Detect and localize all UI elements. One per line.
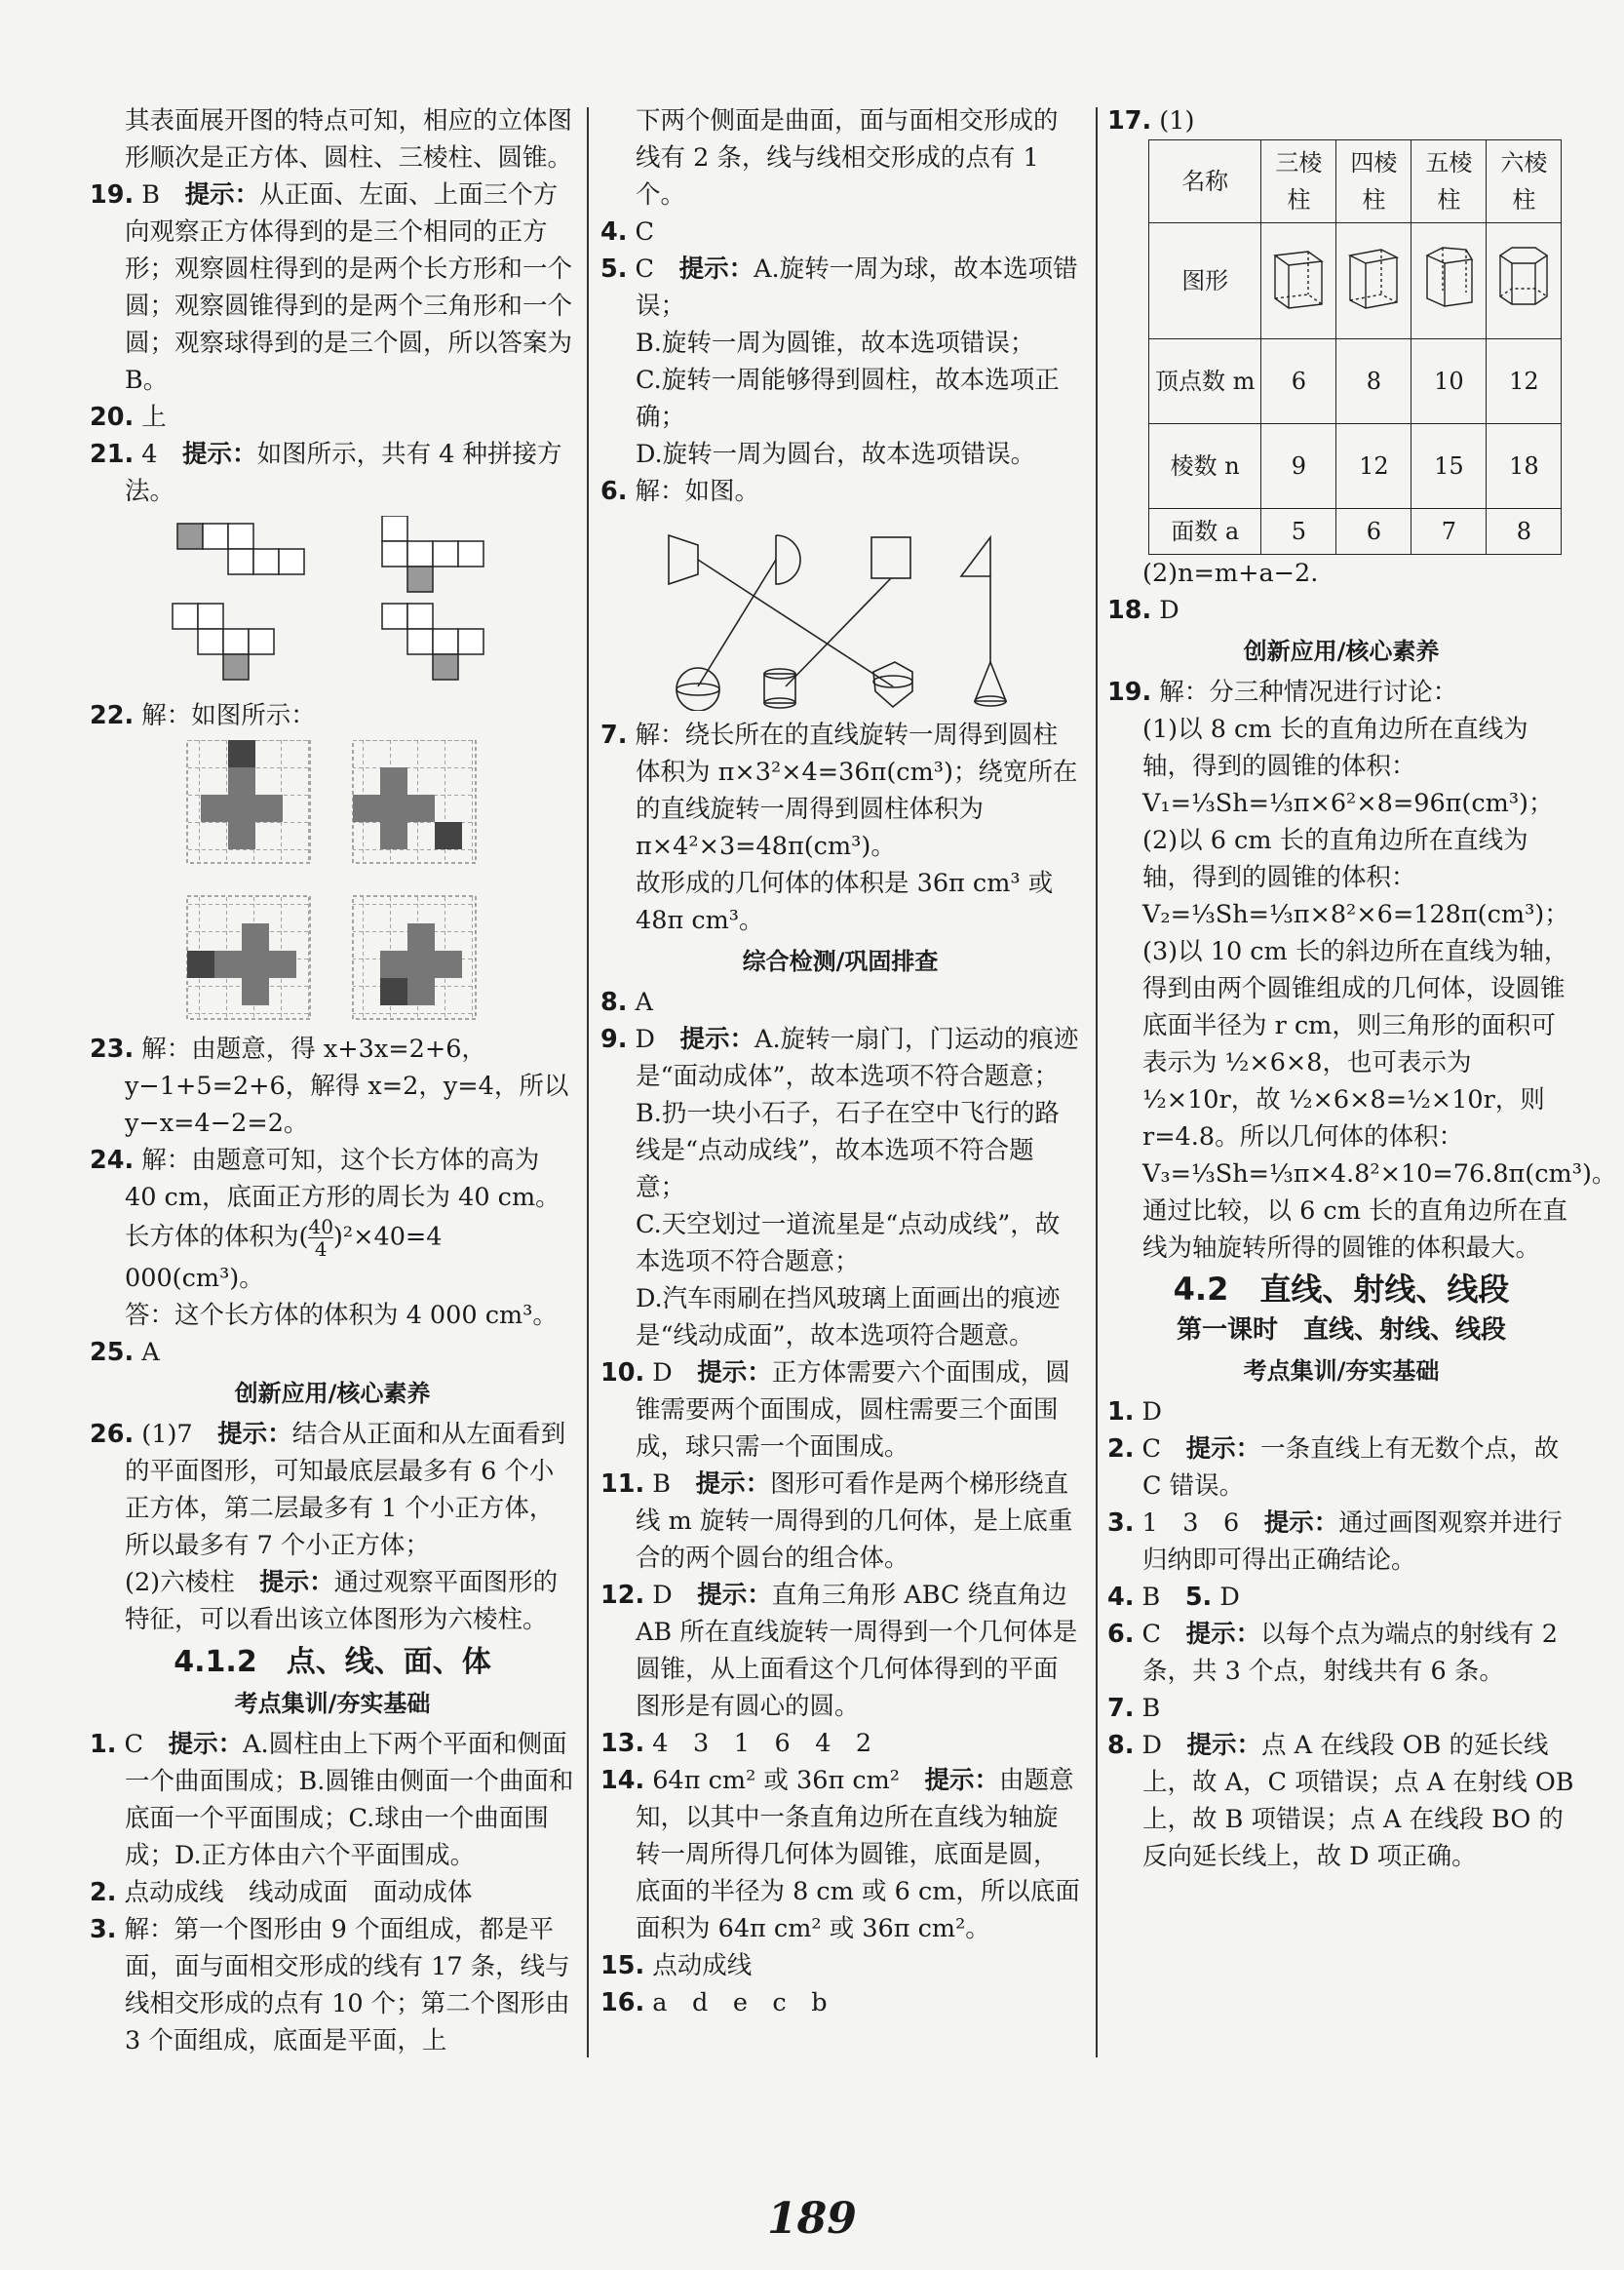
answer-21: 21. 4 提示：如图所示，共有 4 种拼接方法。 [90, 440, 562, 506]
answer-26: 26. (1)7 提示：结合从正面和从左面看到的平面图形，可知最底层最多有 6 个小正方体，第二层最多有 1 个小正方体，所以最多有 7 个小正方体； [90, 1420, 566, 1560]
column-divider [1096, 107, 1098, 2057]
answer-17: 17. (1) [1107, 106, 1195, 136]
answer-6: 6. 解：如图。 [600, 477, 760, 506]
answer-24-volume: 长方体的体积为( $\frac{40}{4}$ )²×40=4 000(cm³)。 [125, 1215, 443, 1293]
table-cell: 7 [1411, 509, 1487, 555]
column-1 [90, 102, 575, 2059]
table-cell: 12 [1336, 424, 1411, 509]
answer-19: 19. B 提示：从正面、左面、上面三个方向观察正方体得到的是三个相同的正方形；观察圆柱得到的是两个长方形和一个圆；观察圆锥得到的是两个三角形和一个圆；观察球得到的是三个圆，所以答案为 B。 [90, 180, 573, 395]
table-cell: 15 [1411, 424, 1487, 509]
section-heading-basics: 考点集训/夯实基础 [234, 1690, 431, 1717]
answer-5-d: D.旋转一周为圆台，故本选项错误。 [636, 440, 1036, 469]
answer-1: 1. C 提示：A.圆柱由上下两个平面和侧面一个曲面围成；B.圆锥由侧面一个曲面和底面一个平面围成；C.球由一个曲面围成；D.正方体由六个平面围成。 [90, 1730, 574, 1870]
answer-7: 7. 解：绕长所在的直线旋转一周得到圆柱体积为 π×3²×4=36π(cm³)；绕宽所在的直线旋转一周得到圆柱体积为 π×4²×3=48π(cm³)。 [600, 721, 1078, 861]
answer-2: 2. 点动成线 线动成面 面动成体 [90, 1878, 473, 1907]
answer-8: 8. A [600, 988, 653, 1017]
answer-20: 20. 上 [90, 403, 167, 432]
section-title-4-2: 4.2 直线、射线、线段 [1173, 1271, 1510, 1308]
table-cell: 5 [1261, 509, 1336, 555]
answer-24-conclusion: 答：这个长方体的体积为 4 000 cm³。 [125, 1301, 558, 1330]
answer-9-c: C.天空划过一道流星是“点动成线”，故本选项不符合题意； [636, 1210, 1061, 1276]
table-row [1149, 339, 1562, 424]
answer-17-part2: (2)n=m+a−2. [1142, 559, 1319, 588]
column-2 [600, 102, 1080, 2021]
answer-19-case3: (3)以 10 cm 长的斜边所在直线为轴，得到由两个圆锥组成的几何体，设圆锥底面半径为 r cm，则三角形的面积可表示为 ½×6×8，也可表示为 ½×10r，故 ½×6×8=½×10r，则 r=4.8。所以几何体的体积： [1142, 937, 1569, 1152]
table-row [1149, 424, 1562, 509]
answer-8: 8. D 提示：点 A 在线段 OB 的延长线上，故 A，C 项错误；点 A 在射线 OB 上，故 B 项错误；点 A 在线段 BO 的反向延长线上，故 D 项正确。 [1107, 1731, 1574, 1871]
answer-4: 4. C [600, 217, 655, 247]
table-cell: 8 [1487, 509, 1562, 555]
answer-19-v3: V₃=⅓Sh=⅓π×4.8²×10=76.8π(cm³)。 [1142, 1159, 1617, 1189]
table-row [1149, 509, 1562, 555]
answer-9: 9. D 提示：A.旋转一扇门，门运动的痕迹是“面动成体”，故本选项不符合题意； [600, 1025, 1079, 1091]
table-header-row [1149, 140, 1562, 223]
answer-24: 24. 解：由题意可知，这个长方体的高为 40 cm，底面正方形的周长为 40 cm。 [90, 1146, 561, 1212]
table-cell: 9 [1261, 424, 1336, 509]
net-figures [90, 516, 575, 691]
answer-19: 19. 解：分三种情况进行讨论： [1107, 678, 1458, 707]
prism-table [1148, 139, 1562, 555]
table-cell: 12 [1487, 339, 1562, 424]
table-cell: 四棱柱 [1336, 140, 1411, 223]
table-cell: 图形 [1149, 223, 1261, 339]
section-title-4-1-2: 4.1.2 点、线、面、体 [174, 1645, 491, 1679]
answer-3: 3. 解：第一个图形由 9 个面组成，都是平面，面与面相交形成的线有 17 条，线与线相交形成的点有 10 个；第二个图形由 3 个面组成，底面是平面，上 [90, 1915, 570, 2055]
table-cell: 五棱柱 [1411, 140, 1487, 223]
table-cell: 面数 a [1149, 509, 1261, 555]
section-heading-check: 综合检测/巩固排查 [742, 948, 939, 975]
answer-6: 6. C 提示：以每个点为端点的射线有 2 条，共 3 个点，射线共有 6 条。 [1107, 1620, 1558, 1686]
answer-19-v2: V₂=⅓Sh=⅓π×8²×6=128π(cm³)； [1142, 900, 1569, 929]
table-cell: 6 [1261, 339, 1336, 424]
column-3 [1107, 102, 1617, 1875]
answer-12: 12. D 提示：直角三角形 ABC 绕直角边 AB 所在直线旋转一周得到一个几何体是圆锥，从上面看这个几何体得到的平面图形是有圆心的圆。 [600, 1581, 1078, 1721]
answer-15: 15. 点动成线 [600, 1951, 753, 1980]
answer-19-conclusion: 通过比较，以 6 cm 长的直角边所在直线为轴旋转所得的圆锥的体积最大。 [1142, 1196, 1568, 1263]
answer-5-c: C.旋转一周能够得到圆柱，故本选项正确； [636, 366, 1060, 432]
answer-5: 5. C 提示：A.旋转一周为球，故本选项错误； [600, 254, 1078, 321]
answer-3-continuation: 下两个侧面是曲面，面与面相交形成的线有 2 条，线与线相交形成的点有 1 个。 [636, 106, 1059, 210]
table-cell: 六棱柱 [1487, 140, 1562, 223]
table-cell: 棱数 n [1149, 424, 1261, 509]
answer-1: 1. D [1107, 1397, 1162, 1427]
answer-19-case1: (1)以 8 cm 长的直角边所在直线为轴，得到的圆锥的体积： [1142, 715, 1528, 781]
table-cell: 名称 [1149, 140, 1261, 223]
answer-5-b: B.旋转一周为圆锥，故本选项错误； [636, 329, 1035, 358]
prism-4-icon [1336, 223, 1411, 339]
table-cell: 10 [1411, 339, 1487, 424]
prism-3-icon [1261, 223, 1336, 339]
prism-5-icon [1411, 223, 1487, 339]
answer-4-5: 4. B 5. D [1107, 1583, 1240, 1612]
answer-16: 16. a d e c b [600, 1988, 828, 2017]
section-heading-innovation: 创新应用/核心素养 [234, 1380, 431, 1407]
page-number: 189 [767, 2194, 857, 2244]
answer-26-part2: (2)六棱柱 提示：通过观察平面图形的特征，可以看出该立体图形为六棱柱。 [125, 1568, 559, 1634]
answer-7-conclusion: 故形成的几何体的体积是 36π cm³ 或 48π cm³。 [636, 869, 1054, 935]
section-heading-basics: 考点集训/夯实基础 [1243, 1357, 1440, 1385]
answer-23: 23. 解：由题意，得 x+3x=2+6，y−1+5=2+6，解得 x=2，y=4，所以 y−x=4−2=2。 [90, 1035, 569, 1138]
answer-3: 3. 1 3 6 提示：通过画图观察并进行归纳即可得出正确结论。 [1107, 1508, 1563, 1575]
q18-continuation: 其表面展开图的特点可知，相应的立体图形顺次是正方体、圆柱、三棱柱、圆锥。 [125, 106, 573, 173]
table-cell: 6 [1336, 509, 1411, 555]
lesson-title: 第一课时 直线、射线、线段 [1176, 1315, 1506, 1345]
table-cell: 顶点数 m [1149, 339, 1261, 424]
answer-18: 18. D [1107, 596, 1179, 625]
answer-10: 10. D 提示：正方体需要六个面围成，圆锥需要两个面围成，圆柱需要三个面围成，球只需一个面围成。 [600, 1358, 1070, 1462]
fraction: $\frac{40}{4}$ [308, 1215, 333, 1261]
prism-6-icon [1487, 223, 1562, 339]
table-cell: 18 [1487, 424, 1562, 509]
table-cell: 8 [1336, 339, 1411, 424]
table-cell: 三棱柱 [1261, 140, 1336, 223]
matching-figure [600, 516, 1080, 711]
answer-22: 22. 解：如图所示： [90, 701, 316, 730]
table-row [1149, 223, 1562, 339]
answer-14: 14. 64π cm² 或 36π cm² 提示：由题意知，以其中一条直角边所在直线为轴旋转一周所得几何体为圆锥，底面是圆，底面的半径为 8 cm 或 6 cm，所以底面面积为 64π cm² 或 36π cm²。 [600, 1766, 1080, 1943]
answer-9-d: D.汽车雨刷在挡风玻璃上面画出的痕迹是“线动成面”，故本选项符合题意。 [636, 1284, 1061, 1350]
answer-25: 25. A [90, 1338, 160, 1367]
column-divider [587, 107, 589, 2057]
answer-19-v1: V₁=⅓Sh=⅓π×6²×8=96π(cm³)； [1142, 789, 1554, 818]
answer-7: 7. B [1107, 1694, 1161, 1723]
answer-19-case2: (2)以 6 cm 长的直角边所在直线为轴，得到的圆锥的体积： [1142, 826, 1528, 892]
answer-2: 2. C 提示：一条直线上有无数个点，故 C 错误。 [1107, 1434, 1560, 1501]
grid-figures [90, 740, 575, 1025]
section-heading-innovation: 创新应用/核心素养 [1243, 638, 1440, 665]
answer-11: 11. B 提示：图形可看作是两个梯形绕直线 m 旋转一周得到的几何体，是上底重合的两个圆台的组合体。 [600, 1469, 1073, 1573]
answer-9-b: B.扔一块小石子，石子在空中飞行的路线是“点动成线”，故本选项不符合题意； [636, 1099, 1060, 1202]
answer-13: 13. 4 3 1 6 4 2 [600, 1729, 872, 1758]
